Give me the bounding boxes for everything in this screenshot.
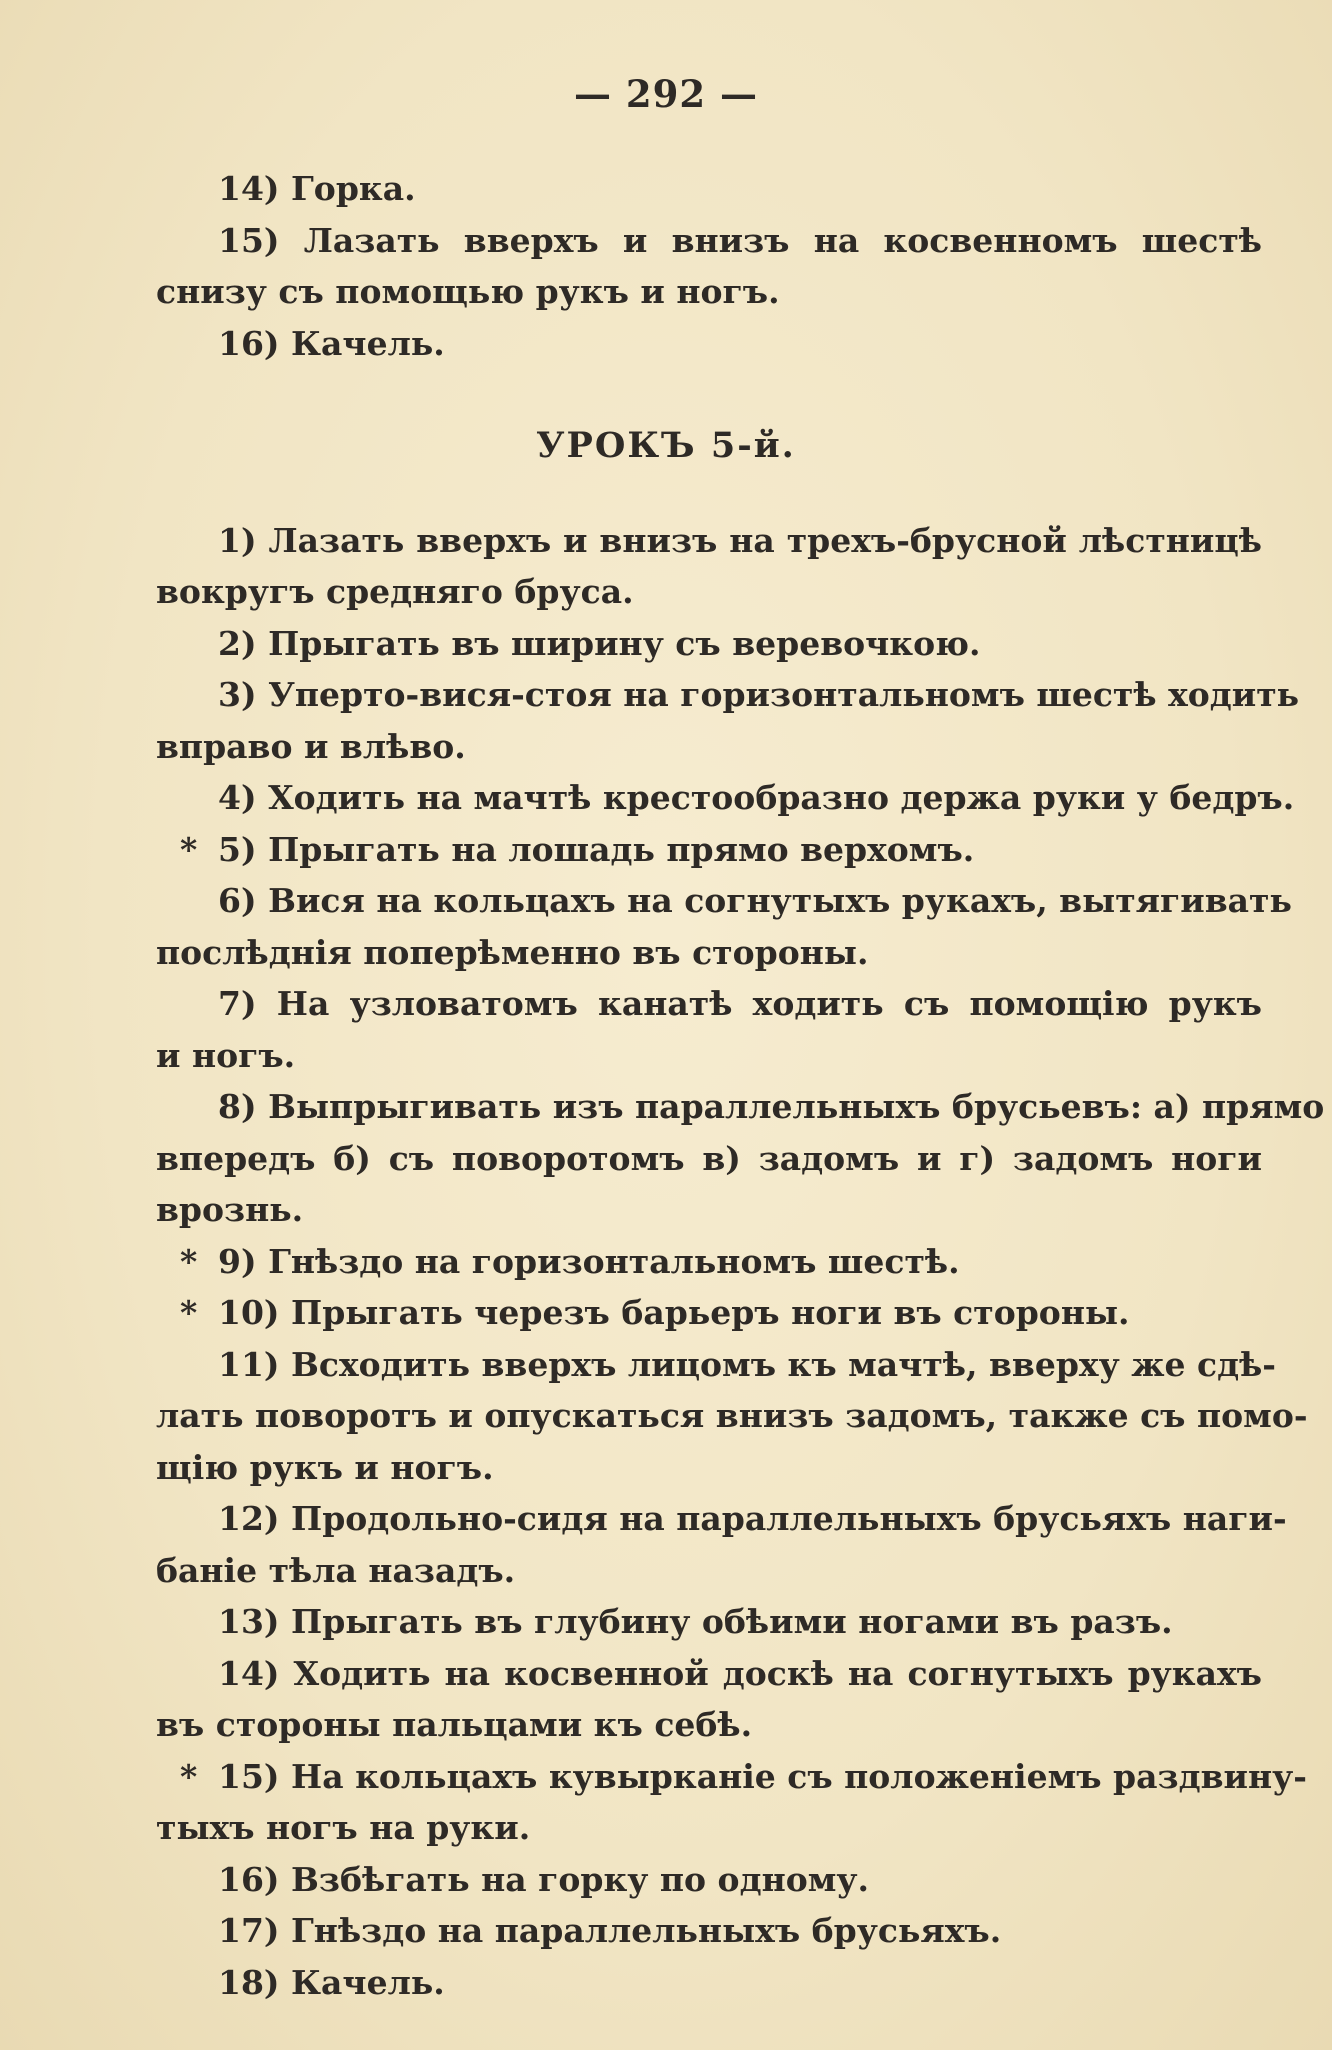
lesson5-exercise-14: 14) Ходить на косвенной доскѣ на согнутыхъ рукахъ bbox=[218, 1654, 1262, 1693]
lesson5-exercise-10: 10) Прыгать черезъ барьеръ ноги въ стороны. bbox=[218, 1293, 1130, 1332]
lesson5-exercise-12-cont: баніе тѣла назадъ. bbox=[156, 1551, 516, 1590]
asterisk-mark: * bbox=[180, 1757, 198, 1796]
lesson5-exercise-18: 18) Качель. bbox=[218, 1963, 445, 2002]
lesson5-exercise-14-cont: въ стороны пальцами къ себѣ. bbox=[156, 1705, 753, 1744]
lesson5-exercise-3: 3) Уперто-вися-стоя на горизонтальномъ шестѣ ходить bbox=[218, 675, 1300, 714]
lesson5-exercise-4: 4) Ходить на мачтѣ крестообразно держа руки у бедръ. bbox=[218, 778, 1295, 817]
lesson5-exercise-9: 9) Гнѣздо на горизонтальномъ шестѣ. bbox=[218, 1242, 960, 1281]
lesson5-exercise-7: 7) На узловатомъ канатѣ ходить съ помощію рукъ bbox=[218, 984, 1262, 1023]
lesson5-exercise-5: 5) Прыгать на лошадь прямо верхомъ. bbox=[218, 830, 975, 869]
lesson5-exercise-8-cont: впередъ б) съ поворотомъ в) задомъ и г) задомъ ноги bbox=[156, 1139, 1262, 1178]
lesson5-exercise-12: 12) Продольно-сидя на параллельныхъ брусьяхъ наги- bbox=[218, 1499, 1287, 1538]
lesson5-exercise-3-cont: вправо и влѣво. bbox=[156, 727, 466, 766]
lesson5-exercise-6-cont: послѣднія поперѣменно въ стороны. bbox=[156, 933, 869, 972]
page-number: — 292 — bbox=[574, 72, 758, 116]
lesson5-exercise-15: 15) На кольцахъ кувырканіе съ положеніемъ раздвину- bbox=[218, 1757, 1307, 1796]
lesson5-exercise-7-cont: и ногъ. bbox=[156, 1036, 296, 1075]
asterisk-mark: * bbox=[180, 1293, 198, 1332]
exercise-15-cont: снизу съ помощью рукъ и ногъ. bbox=[156, 272, 780, 311]
exercise-14: 14) Горка. bbox=[218, 169, 416, 208]
lesson-title: УРОКЪ 5-й. bbox=[536, 425, 796, 466]
asterisk-mark: * bbox=[180, 1242, 198, 1281]
lesson5-exercise-8-cont2: врознь. bbox=[156, 1190, 304, 1229]
exercise-16: 16) Качель. bbox=[218, 324, 445, 363]
asterisk-mark: * bbox=[180, 830, 198, 869]
lesson5-exercise-1: 1) Лазать вверхъ и внизъ на трехъ-брусной лѣстницѣ bbox=[218, 521, 1262, 560]
lesson5-exercise-11-cont: лать поворотъ и опускаться внизъ задомъ, также съ помо- bbox=[156, 1396, 1308, 1435]
lesson5-exercise-1-cont: вокругъ средняго бруса. bbox=[156, 572, 634, 611]
lesson5-exercise-16: 16) Взбѣгать на горку по одному. bbox=[218, 1860, 870, 1899]
lesson5-exercise-11: 11) Всходить вверхъ лицомъ къ мачтѣ, вверху же сдѣ- bbox=[218, 1345, 1276, 1384]
lesson5-exercise-8: 8) Выпрыгивать изъ параллельныхъ брусьевъ: а) прямо bbox=[218, 1087, 1325, 1126]
exercise-15: 15) Лазать вверхъ и внизъ на косвенномъ шестѣ bbox=[218, 221, 1262, 260]
lesson5-exercise-15-cont: тыхъ ногъ на руки. bbox=[156, 1808, 531, 1847]
lesson5-exercise-6: 6) Вися на кольцахъ на согнутыхъ рукахъ, вытягивать bbox=[218, 881, 1292, 920]
lesson5-exercise-11-cont2: щію рукъ и ногъ. bbox=[156, 1448, 494, 1487]
lesson5-exercise-13: 13) Прыгать въ глубину обѣими ногами въ разъ. bbox=[218, 1602, 1173, 1641]
lesson5-exercise-2: 2) Прыгать въ ширину съ веревочкою. bbox=[218, 624, 981, 663]
lesson5-exercise-17: 17) Гнѣздо на параллельныхъ брусьяхъ. bbox=[218, 1911, 1002, 1950]
